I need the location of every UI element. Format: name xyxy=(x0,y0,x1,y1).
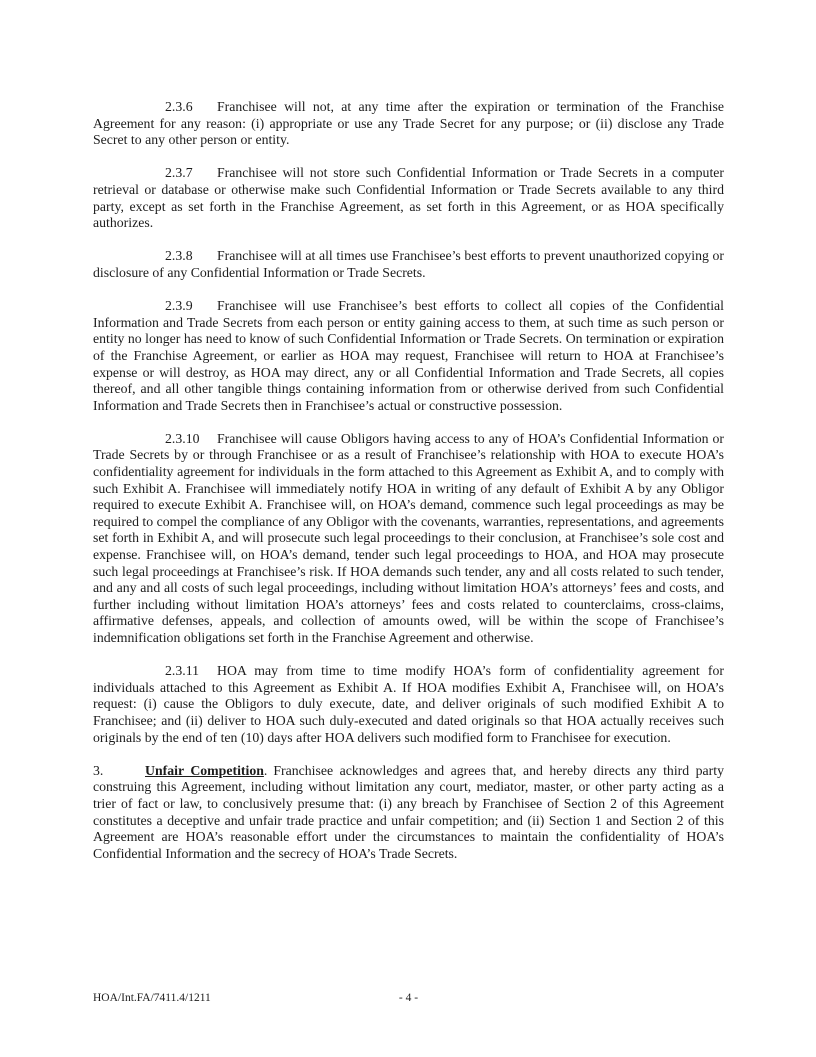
paragraph-2-3-7 xyxy=(93,165,724,231)
paragraph-2-3-10 xyxy=(93,431,724,647)
paragraph-text: Franchisee will not, at any time after the expiration or termination of the Franchise Agreement for any reason: (i) appropriate or use any Trade Secret for any purpose; or (ii) disclose any Trade Secret to any other person or entity. xyxy=(93,99,724,148)
paragraph-number: 2.3.7 xyxy=(165,165,193,181)
section-heading-period: . xyxy=(263,762,268,778)
section-3-unfair-competition xyxy=(93,763,724,863)
paragraph-text: Franchisee will at all times use Franchisee’s best efforts to prevent unauthorized copying or disclosure of any Confidential Information or Trade Secrets. xyxy=(93,248,724,280)
paragraph-text: Franchisee will use Franchisee’s best efforts to collect all copies of the Confidential Information and Trade Secrets from each person or entity gaining access to them, at such time as such person or entity no longer has need to know of such Confidential Information or Trade Secrets. On termination or expiration of the Franchise Agreement, or earlier as HOA may request, Franchisee will return to HOA at Franchisee’s expense or will destroy, as HOA may direct, any or all Confidential Information and Trade Secrets, all copies thereof, and all other tangible things containing information from or otherwise derived from such Confidential Information and Trade Secrets then in Franchisee’s actual or constructive possession. xyxy=(93,298,724,413)
paragraph-text: Franchisee will not store such Confidential Information or Trade Secrets in a computer retrieval or database or otherwise make such Confidential Information or Trade Secrets available to any third party, except as set forth in the Franchise Agreement, as set forth in this Agreement, or as HOA specifically authorizes. xyxy=(93,165,724,231)
paragraph-number: 2.3.11 xyxy=(165,663,199,679)
section-text: Franchisee acknowledges and agrees that, and hereby directs any third party construing this Agreement, including without limitation any court, mediator, master, or other party acting as a trier of fact or law, to conclusively presume that: (i) any breach by Franchisee of Section 2 of this Agreement constitutes a deceptive and unfair trade practice and unfair competition; and (ii) Section 1 and Section 2 of this Agreement are HOA’s reasonable effort under the circumstances to maintain the confidentiality of HOA’s Confidential Information and the secrecy of HOA’s Trade Secrets. xyxy=(93,762,724,861)
paragraph-text: Franchisee will cause Obligors having access to any of HOA’s Confidential Information or Trade Secrets by or through Franchisee or as a result of Franchisee’s relationship with HOA to execute HOA’s confidentiality agreement for individuals in the form attached to this Agreement as Exhibit A, and to comply with such Exhibit A. Franchisee will immediately notify HOA in writing of any default of Exhibit A by any Obligor required to execute Exhibit A. Franchisee will, on HOA’s demand, commence such legal proceedings as may be required to compel the compliance of any Obligor with the covenants, warranties, representations, and agreements set forth in Exhibit A, and will prosecute such legal proceedings to their conclusion, at Franchisee’s sole cost and expense. Franchisee will, on HOA’s demand, tender such legal proceedings to HOA, and HOA may prosecute such legal proceedings at Franchisee’s risk. If HOA demands such tender, any and all costs related to such tender, and any and all costs of such legal proceedings, including without limitation HOA’s attorneys’ fees and costs, and further including without limitation HOA’s attorneys’ fees and costs related to counterclaims, cross-claims, affirmative defenses, appeals, and collection of amounts owed, will be within the scope of Franchisee’s indemnification obligations set forth in the Franchise Agreement and otherwise. xyxy=(93,430,724,645)
paragraph-number: 2.3.8 xyxy=(165,248,193,264)
section-heading: Unfair Competition xyxy=(145,762,264,778)
document-body xyxy=(93,99,724,862)
paragraph-text: HOA may from time to time modify HOA’s form of confidentiality agreement for individuals attached to this Agreement as Exhibit A. If HOA modifies Exhibit A, Franchisee will, on HOA’s request: (i) cause the Obligors to duly execute, date, and deliver originals of such modified Exhibit A to Franchisee; and (ii) deliver to HOA such duly-executed and dated originals so that HOA actually receives such originals by the end of ten (10) days after HOA delivers such modified form to Franchisee for execution. xyxy=(93,663,724,745)
footer-document-id: HOA/Int.FA/7411.4/1211 xyxy=(93,992,211,1004)
paragraph-2-3-11 xyxy=(93,663,724,746)
paragraph-number: 2.3.6 xyxy=(165,99,193,114)
paragraph-2-3-9 xyxy=(93,298,724,414)
section-number: 3. xyxy=(93,762,104,778)
paragraph-2-3-6 xyxy=(93,99,724,149)
paragraph-number: 2.3.10 xyxy=(165,430,200,446)
footer-page-number: - 4 - xyxy=(398,992,419,1004)
paragraph-2-3-8 xyxy=(93,248,724,281)
paragraph-number: 2.3.9 xyxy=(165,298,193,314)
page-footer xyxy=(93,991,724,1007)
